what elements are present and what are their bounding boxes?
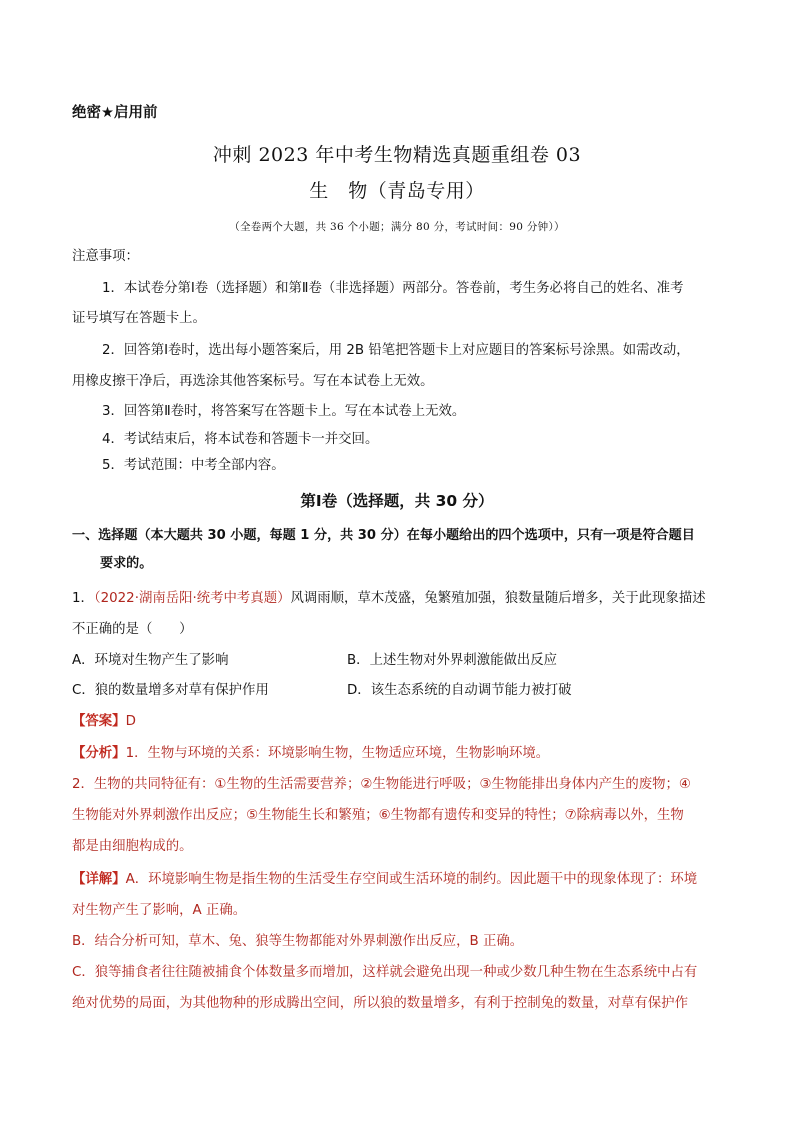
answer-label: 【答案】 [72,714,126,729]
notice-item-1-line-2: 证号填写在答题卡上。 [72,311,206,326]
exam-info: （全卷两个大题，共 36 个小题；满分 80 分，考试时间：90 分钟）） [229,221,565,233]
notice-item-5: 5．考试范围：中考全部内容。 [102,458,285,473]
question-1-stem [72,591,706,607]
analysis-line-4: 都是由细胞构成的。 [72,839,193,854]
notice-title: 注意事项： [72,249,139,264]
option-d: D．该生态系统的自动调节能力被打破 [347,683,572,698]
detail-label: 【详解】 [72,872,126,887]
question-source: （2022·湖南岳阳·统考中考真题） [93,591,291,606]
part-heading-line-2: 要求的。 [100,556,153,571]
detail-line-1 [72,872,697,888]
notice-item-3: 3．回答第Ⅱ卷时，将答案写在答题卡上。写在本试卷上无效。 [102,404,466,419]
question-stem-line-2: 不正确的是（ ） [72,622,193,637]
analysis-text-1: 1．生物与环境的关系：环境影响生物，生物适应环境，生物影响环境。 [125,746,550,761]
detail-a-text-1: A．环境影响生物是指生物的生活受生存空间或生活环境的制约。因此题干中的现象体现了：环境 [125,872,698,887]
answer-value: D [125,714,136,729]
analysis-line-1 [72,746,549,762]
notice-item-2-line-1: 2．回答第Ⅰ卷时，选出每小题答案后，用 2B 铅笔把答题卡上对应题目的答案标号涂黑。如需改动， [102,343,690,358]
section-heading: 第Ⅰ卷（选择题，共 30 分） [300,492,494,510]
detail-c-line-2: 绝对优势的局面，为其他物种的形成腾出空间，所以狼的数量增多，有利于控制兔的数量，对草有保护作 [72,996,688,1011]
analysis-label: 【分析】 [72,746,126,761]
option-b: B．上述生物对外界刺激能做出反应 [347,653,558,668]
detail-b-line: B．结合分析可知，草木、兔、狼等生物都能对外界刺激作出反应，B 正确。 [72,934,524,949]
answer-line [72,714,136,730]
secret-label: 绝密★启用前 [72,105,158,121]
detail-a-line-2: 对生物产生了影响，A 正确。 [72,903,247,918]
question-stem-line-1: 风调雨顺，草木茂盛，兔繁殖加强，狼数量随后增多，关于此现象描述 [290,591,706,606]
notice-item-4: 4．考试结束后，将本试卷和答题卡一并交回。 [102,432,379,447]
notice-item-2-line-2: 用橡皮擦干净后，再选涂其他答案标号。写在本试卷上无效。 [72,374,434,389]
exam-subtitle: 生 物（青岛专用） [309,180,485,202]
option-c: C．狼的数量增多对草有保护作用 [72,683,269,698]
part-heading-line-1: 一、选择题（本大题共 30 小题，每题 1 分，共 30 分）在每小题给出的四个选项中，只有一项是符合题目 [72,528,695,543]
detail-c-line-1: C．狼等捕食者往往随被捕食个体数量多而增加，这样就会避免出现一种或少数几种生物在生态系统中占有 [72,965,698,980]
question-number: 1． [72,591,94,606]
exam-title: 冲刺 2023 年中考生物精选真题重组卷 03 [212,144,582,166]
option-a: A．环境对生物产生了影响 [72,653,229,668]
notice-item-1-line-1: 1．本试卷分第Ⅰ卷（选择题）和第Ⅱ卷（非选择题）两部分。答卷前，考生务必将自己的姓名、准考 [102,281,684,296]
analysis-line-2: 2．生物的共同特征有：①生物的生活需要营养；②生物能进行呼吸；③生物能排出身体内产生的废物；④ [72,777,691,792]
analysis-line-3: 生物能对外界刺激作出反应；⑤生物能生长和繁殖；⑥生物都有遗传和变异的特性；⑦除病毒以外，生物 [72,808,684,823]
